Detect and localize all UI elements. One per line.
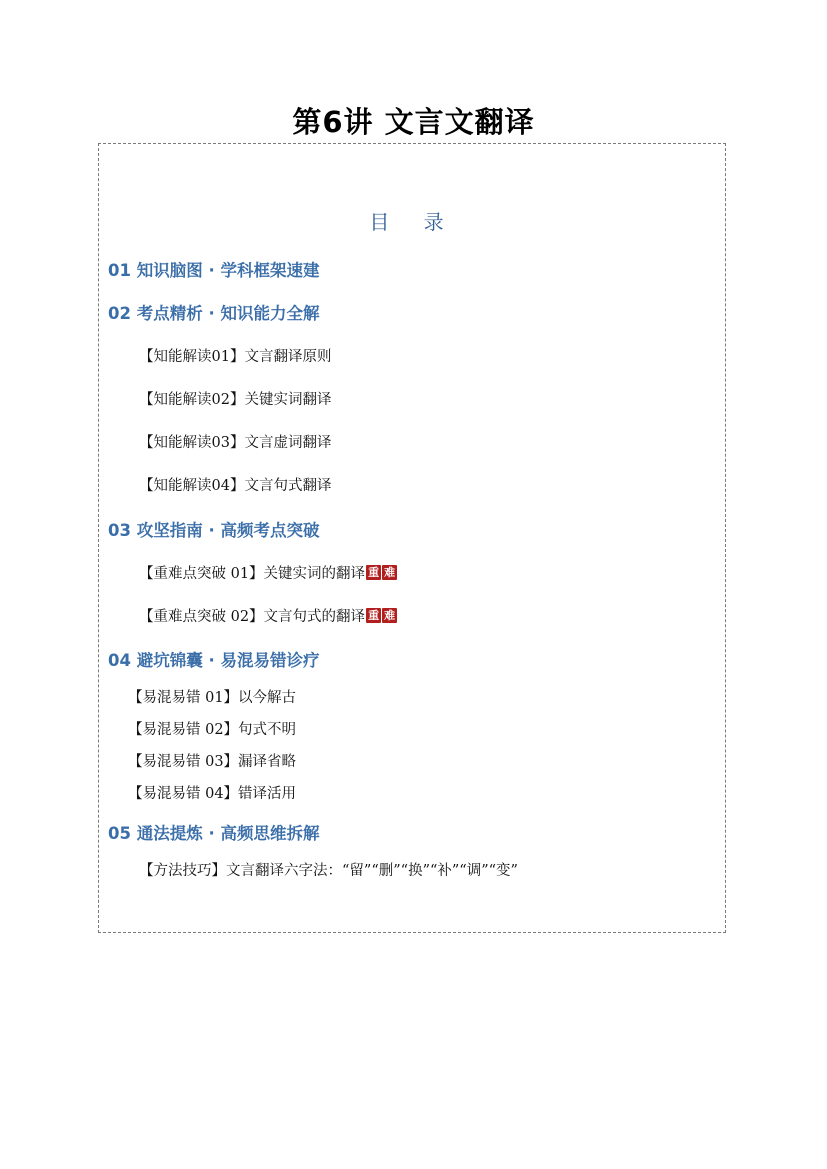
toc-item-yicuo-03[interactable]: 【易混易错 03】漏译省略 bbox=[128, 754, 297, 770]
toc-item-fangfa-01[interactable]: 【方法技巧】文言翻译六字法：“留”“删”“换”“补”“调”“变” bbox=[139, 863, 518, 879]
toc-section-05[interactable]: 05 通法提炼 · 高频思维拆解 bbox=[108, 824, 320, 843]
toc-section-04[interactable]: 04 避坑锦囊 · 易混易错诊疗 bbox=[108, 651, 320, 670]
toc-item-zhongnan-01[interactable] bbox=[139, 562, 398, 583]
toc-item-zhongnan-02[interactable] bbox=[139, 605, 398, 626]
toc-item-zhineng-03[interactable]: 【知能解读03】文言虚词翻译 bbox=[139, 435, 332, 451]
toc-item-yicuo-01[interactable]: 【易混易错 01】以今解古 bbox=[128, 690, 297, 706]
toc-item-zhongnan-01-label: 【重难点突破 01】关键实词的翻译 bbox=[139, 566, 366, 582]
difficulty-badge bbox=[366, 564, 398, 580]
toc-item-yicuo-04[interactable]: 【易混易错 04】错译活用 bbox=[128, 786, 297, 802]
badge-nan: 难 bbox=[384, 609, 396, 622]
page-title: 第6讲 文言文翻译 bbox=[292, 105, 535, 139]
toc-section-02[interactable]: 02 考点精析 · 知识能力全解 bbox=[108, 304, 320, 323]
badge-zhong: 重 bbox=[368, 609, 380, 622]
difficulty-badge bbox=[366, 607, 398, 623]
toc-heading: 目 录 bbox=[369, 210, 458, 234]
badge-nan: 难 bbox=[384, 566, 396, 579]
toc-item-zhongnan-02-label: 【重难点突破 02】文言句式的翻译 bbox=[139, 609, 366, 625]
badge-zhong: 重 bbox=[368, 566, 380, 579]
toc-item-zhineng-02[interactable]: 【知能解读02】关键实词翻译 bbox=[139, 392, 332, 408]
toc-item-yicuo-02[interactable]: 【易混易错 02】句式不明 bbox=[128, 722, 297, 738]
toc-item-zhineng-04[interactable]: 【知能解读04】文言句式翻译 bbox=[139, 478, 332, 494]
toc-item-zhineng-01[interactable]: 【知能解读01】文言翻译原则 bbox=[139, 349, 332, 365]
toc-section-03[interactable]: 03 攻坚指南 · 高频考点突破 bbox=[108, 521, 320, 540]
toc-section-01[interactable]: 01 知识脑图 · 学科框架速建 bbox=[108, 261, 320, 280]
